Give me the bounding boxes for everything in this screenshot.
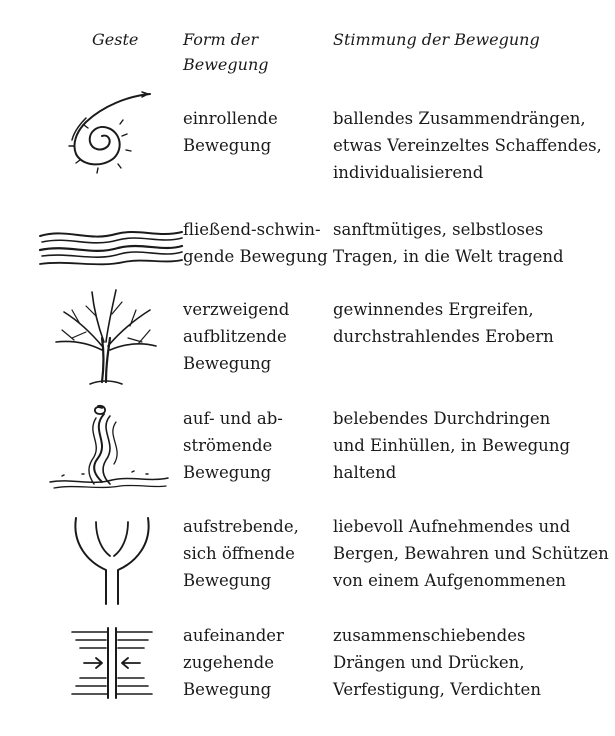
form-einrollende: einrollende Bewegung xyxy=(183,109,278,155)
swirl-icon xyxy=(42,400,172,492)
stimmung-verzweigend: gewinnendes Ergreifen, durchstrahlendes Erobern xyxy=(333,300,554,346)
stimmung-aufstrebende: liebevoll Aufnehmendes und Bergen, Bewahren und Schützen von einem Aufgenommenen xyxy=(333,517,609,590)
form-verzweigend: verzweigend aufblitzende Bewegung xyxy=(183,300,290,373)
stimmung-stroemende: belebendes Durchdringen und Einhüllen, in Bewegung haltend xyxy=(333,409,571,482)
converging-arrows-icon xyxy=(66,624,158,702)
stimmung-einrollende: ballendes Zusammendrängen, etwas Vereinzeltes Schaffendes, individualisierend xyxy=(333,109,602,182)
fork-icon xyxy=(62,514,162,606)
form-stroemende: auf- und ab- strömende Bewegung xyxy=(183,409,283,482)
form-aufstrebende: aufstrebende, sich öffnende Bewegung xyxy=(183,517,299,590)
stimmung-aufeinander: zusammenschiebendes Drängen und Drücken, Verfestigung, Verdichten xyxy=(333,626,541,699)
header-form: Form der Bewegung xyxy=(183,30,269,74)
header-stimmung: Stimmung der Bewegung xyxy=(333,30,540,49)
form-fliessend: fließend-schwin- gende Bewegung xyxy=(183,220,328,266)
waves-icon xyxy=(38,222,184,272)
spiral-icon xyxy=(58,88,158,178)
tree-icon xyxy=(50,286,162,386)
form-aufeinander: aufeinander zugehende Bewegung xyxy=(183,626,284,699)
stimmung-fliessend: sanftmütiges, selbstloses Tragen, in die Welt tragend xyxy=(333,220,564,266)
header-geste: Geste xyxy=(92,30,139,49)
